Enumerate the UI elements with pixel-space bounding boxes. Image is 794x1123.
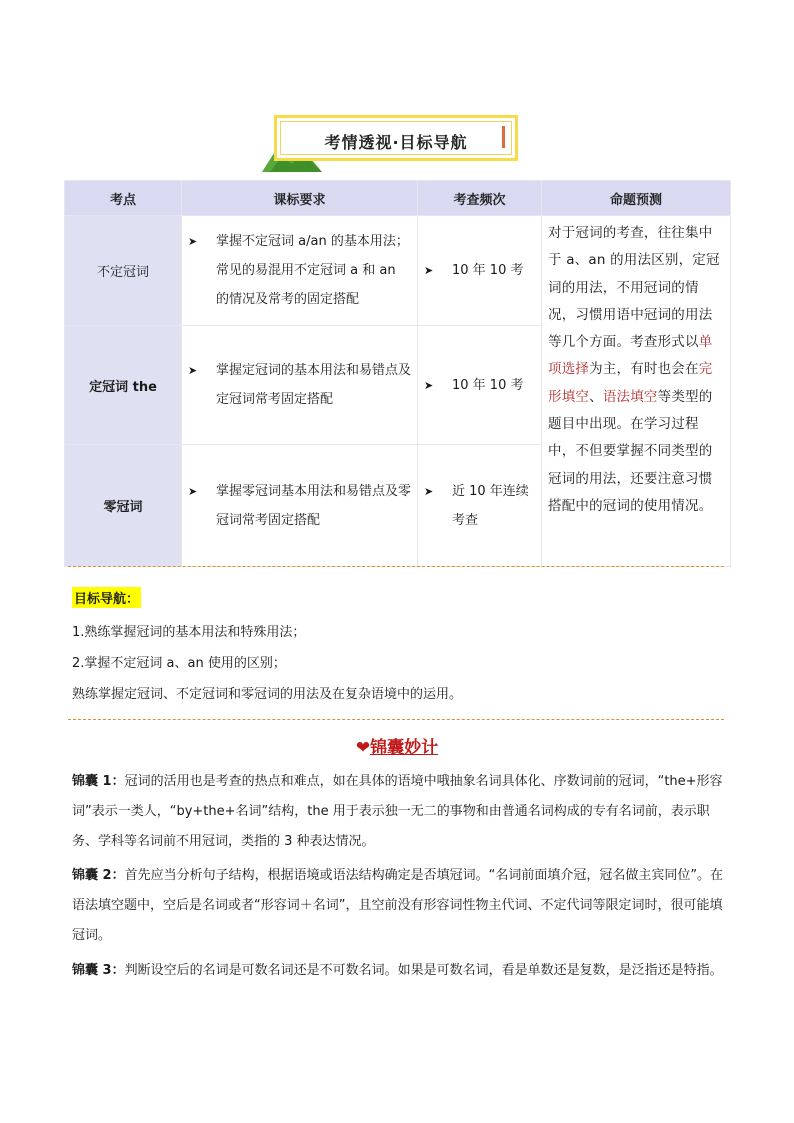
- tips-heading-text: 锦囊妙计: [370, 738, 439, 758]
- point-cell: 不定冠词: [65, 216, 182, 326]
- prediction-text: 、: [589, 388, 603, 405]
- frequency-cell: [418, 216, 542, 326]
- prediction-highlight: 完形填空: [548, 361, 713, 405]
- requirement-text: 掌握定冠词的基本用法和易错点及定冠词常考固定搭配: [216, 363, 412, 407]
- tips-heading: [0, 733, 794, 758]
- tip-text: 冠词的活用也是考查的热点和难点，如在具体的语境中哦抽象名词具体化、序数词前的冠词，“the+形容词”表示一类人，“by+the+名词”结构，the 用于表示独一无二的事物和由普通名词构成的专有名词前，表示职务、学科等名词前不用冠词，类指的 3 种表达情况。: [72, 774, 723, 849]
- banner-title: 考情透视·目标导航: [324, 133, 468, 152]
- section-banner: [262, 112, 524, 172]
- tip-label: 锦囊 3：: [72, 963, 125, 978]
- frequency-text: 10 年 10 考: [452, 263, 524, 278]
- prediction-cell: [542, 216, 731, 567]
- frequency-text: 10 年 10 考: [452, 377, 524, 393]
- tip-paragraph: [72, 861, 724, 951]
- prediction-text: 为主，有时也会在: [589, 361, 699, 378]
- requirement-text: 掌握零冠词基本用法和易错点及零冠词常考固定搭配: [216, 483, 412, 528]
- requirement-cell: [182, 326, 418, 445]
- requirement-cell: [182, 445, 418, 567]
- tip-paragraph: [72, 956, 724, 986]
- banner-corner-mark: [502, 126, 505, 148]
- arrow-bullet-icon: ➤: [424, 378, 434, 392]
- arrow-bullet-icon: ➤: [424, 484, 434, 498]
- prediction-highlight: 单项选择: [548, 334, 713, 378]
- header-requirement: 课标要求: [182, 181, 418, 216]
- goals-label: 目标导航：: [72, 587, 141, 608]
- tip-label: 锦囊 1：: [72, 774, 125, 789]
- header-frequency: 考查频次: [418, 181, 542, 216]
- prediction-highlight: 语法填空: [602, 388, 658, 405]
- dashed-divider: [68, 566, 724, 567]
- arrow-bullet-icon: ➤: [424, 264, 434, 277]
- tip-paragraph: [72, 767, 724, 857]
- goal-item: 1.熟练掌握冠词的基本用法和特殊用法；: [72, 625, 306, 640]
- frequency-cell: [418, 326, 542, 445]
- header-point: 考点: [65, 181, 182, 216]
- heart-icon: ❤: [355, 738, 371, 758]
- arrow-bullet-icon: ➤: [188, 235, 198, 248]
- goal-item: 熟练掌握定冠词、不定冠词和零冠词的用法及在复杂语境中的运用。: [72, 687, 463, 702]
- dashed-divider: [68, 719, 724, 720]
- exam-table: [64, 180, 731, 567]
- header-prediction: 命题预测: [542, 181, 731, 216]
- requirement-cell: [182, 216, 418, 326]
- arrow-bullet-icon: ➤: [188, 364, 198, 377]
- prediction-text: 对于冠词的考查，往往集中于 a、an 的用法区别，定冠词的用法，不用冠词的情况，习惯用语中冠词的用法等几个方面。考查形式以: [548, 225, 720, 351]
- tip-text: 判断设空后的名词是可数名词还是不可数名词。如果是可数名词，看是单数还是复数，是泛指还是特指。: [124, 963, 723, 978]
- tip-label: 锦囊 2：: [72, 868, 125, 883]
- point-cell: 定冠词 the: [65, 326, 182, 445]
- point-cell: 零冠词: [65, 445, 182, 567]
- goal-item: 2.掌握不定冠词 a、an 使用的区别；: [72, 656, 286, 671]
- frequency-cell: [418, 445, 542, 567]
- banner-box: [274, 115, 518, 161]
- table-row: [65, 216, 731, 326]
- prediction-text: 等类型的题目中出现。在学习过程中，不但要掌握不同类型的冠词的用法，还要注意习惯搭配中的冠词的使用情况。: [548, 388, 713, 514]
- requirement-text: 掌握不定冠词 a/an 的基本用法；常见的易混用不定冠词 a 和 an 的情况及常考的固定搭配: [216, 234, 409, 307]
- frequency-text: 近 10 年连续考查: [452, 483, 529, 528]
- tip-text: 首先应当分析句子结构，根据语境或语法结构确定是否填冠词。“名词前面填介冠，冠名做主宾同位”。在语法填空题中，空后是名词或者“形容词＋名词”，且空前没有形容词性物主代词、不定代词等限定词时，很可能填冠词。: [72, 868, 724, 943]
- arrow-bullet-icon: ➤: [188, 484, 198, 498]
